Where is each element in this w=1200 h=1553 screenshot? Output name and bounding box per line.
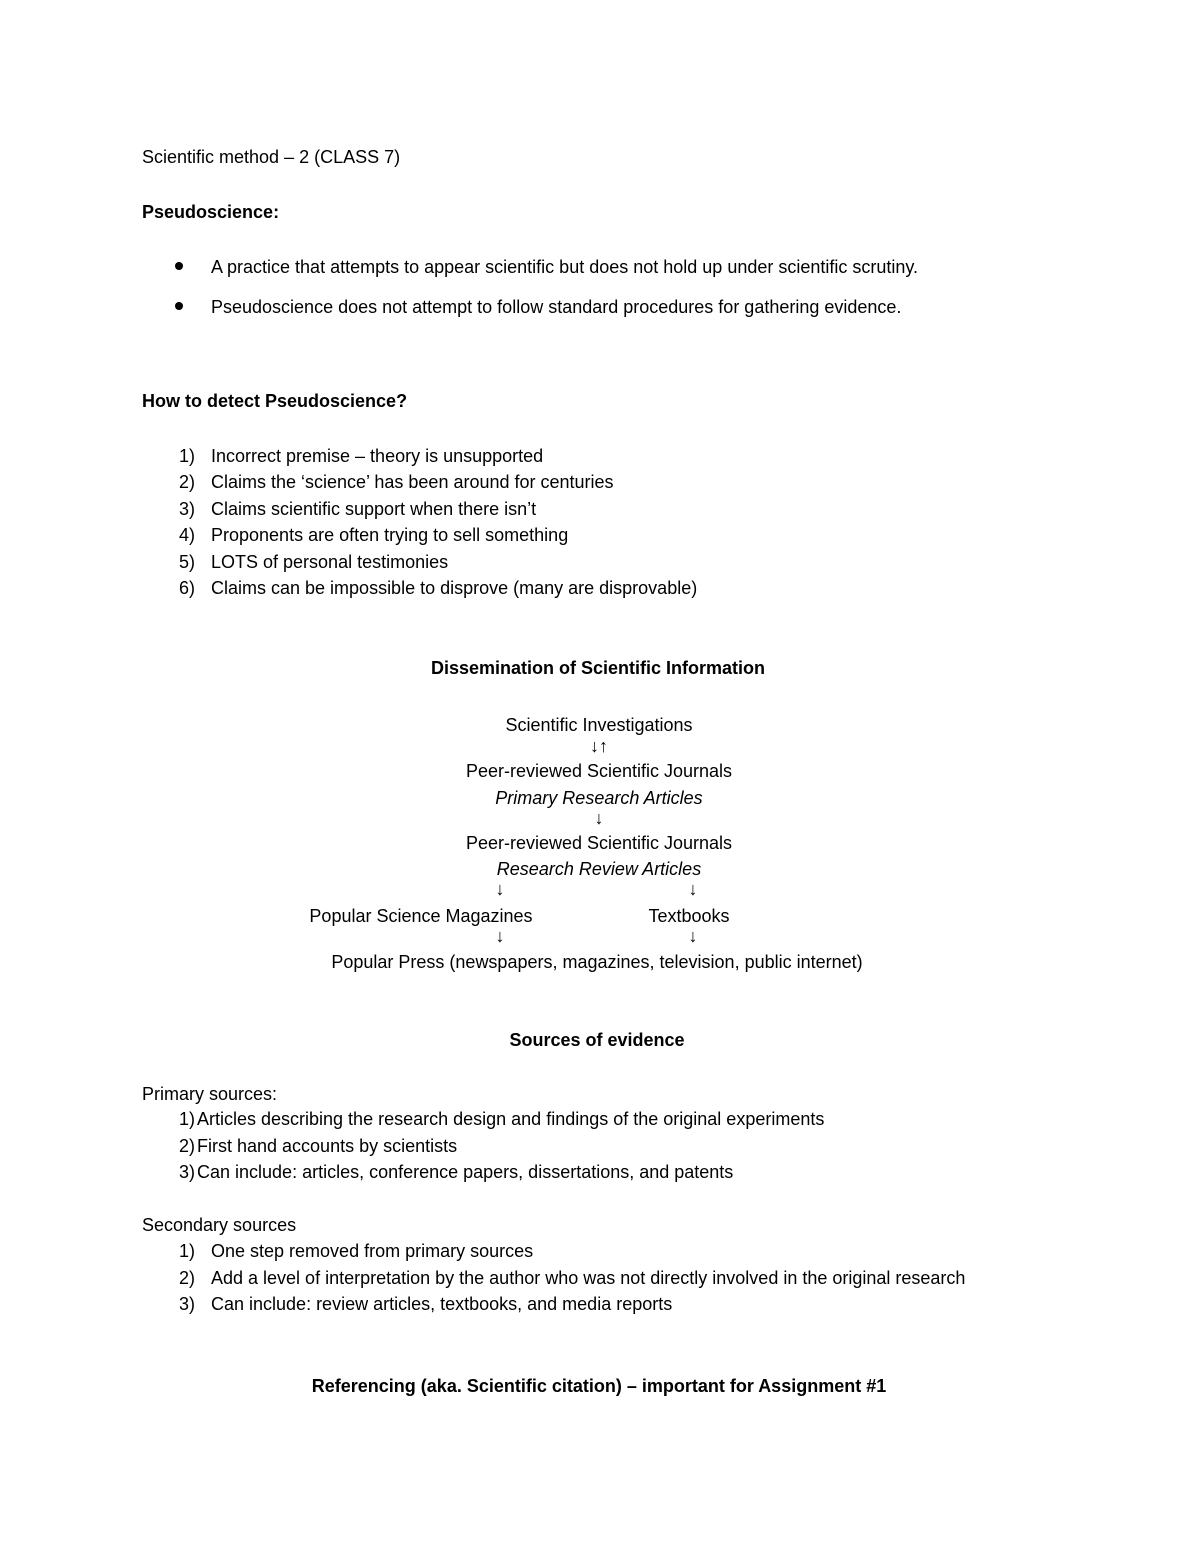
flow-node-investigations: Scientific Investigations xyxy=(505,715,693,735)
pseudoscience-heading: Pseudoscience: xyxy=(142,202,280,222)
document-title: Scientific method – 2 (CLASS 7) xyxy=(142,147,401,167)
pseudoscience-bullet: Pseudoscience does not attempt to follow standard procedures for gathering evidence. xyxy=(211,297,902,317)
bidirectional-arrow-icon: ↓↑ xyxy=(590,736,608,756)
list-number: 4) xyxy=(178,525,195,545)
down-arrow-icon: ↓ xyxy=(688,879,698,899)
list-item: Can include: review articles, textbooks, and media reports xyxy=(211,1294,673,1314)
list-number: 5) xyxy=(178,552,195,572)
evidence-heading: Sources of evidence xyxy=(509,1030,685,1050)
list-number: 1) xyxy=(178,1109,195,1129)
list-item: LOTS of personal testimonies xyxy=(211,552,449,572)
list-number: 1) xyxy=(178,446,195,466)
down-arrow-icon: ↓ xyxy=(594,808,604,828)
list-item: Claims can be impossible to disprove (many are disprovable) xyxy=(211,578,698,598)
pseudoscience-bullet: A practice that attempts to appear scientific but does not hold up under scientific scrutiny. xyxy=(211,257,919,277)
down-arrow-icon: ↓ xyxy=(495,926,505,946)
list-number: 3) xyxy=(178,1294,195,1314)
list-item: Add a level of interpretation by the author who was not directly involved in the original research xyxy=(211,1268,966,1288)
list-item: Claims scientific support when there isn’t xyxy=(211,499,537,519)
flow-node-popular-press: Popular Press (newspapers, magazines, television, public internet) xyxy=(331,952,863,972)
bullet-icon xyxy=(175,262,183,270)
list-item: Articles describing the research design and findings of the original experiments xyxy=(197,1109,825,1129)
flow-node-journals-primary: Peer-reviewed Scientific Journals xyxy=(465,761,733,781)
flow-node-textbooks: Textbooks xyxy=(648,906,730,926)
list-item: One step removed from primary sources xyxy=(211,1241,534,1261)
referencing-heading: Referencing (aka. Scientific citation) – important for Assignment #1 xyxy=(311,1376,887,1396)
list-item: Proponents are often trying to sell something xyxy=(211,525,569,545)
list-item: Can include: articles, conference papers, dissertations, and patents xyxy=(197,1162,734,1182)
list-number: 3) xyxy=(178,499,195,519)
bullet-icon xyxy=(175,302,183,310)
dissemination-heading: Dissemination of Scientific Information xyxy=(430,658,766,678)
flow-node-journals-review: Peer-reviewed Scientific Journals xyxy=(465,833,733,853)
flow-node-primary-articles: Primary Research Articles xyxy=(495,788,703,808)
flow-node-magazines: Popular Science Magazines xyxy=(309,906,533,926)
list-item: Incorrect premise – theory is unsupported xyxy=(211,446,544,466)
list-number: 6) xyxy=(178,578,195,598)
list-number: 2) xyxy=(178,1136,195,1156)
list-number: 3) xyxy=(178,1162,195,1182)
secondary-sources-label: Secondary sources xyxy=(142,1215,297,1235)
list-number: 2) xyxy=(178,1268,195,1288)
down-arrow-icon: ↓ xyxy=(495,879,505,899)
flow-node-review-articles: Research Review Articles xyxy=(496,859,702,879)
list-number: 2) xyxy=(178,472,195,492)
list-number: 1) xyxy=(178,1241,195,1261)
list-item: First hand accounts by scientists xyxy=(197,1136,458,1156)
primary-sources-label: Primary sources: xyxy=(142,1084,278,1104)
list-item: Claims the ‘science’ has been around for centuries xyxy=(211,472,614,492)
detect-heading: How to detect Pseudoscience? xyxy=(142,391,408,411)
down-arrow-icon: ↓ xyxy=(688,926,698,946)
